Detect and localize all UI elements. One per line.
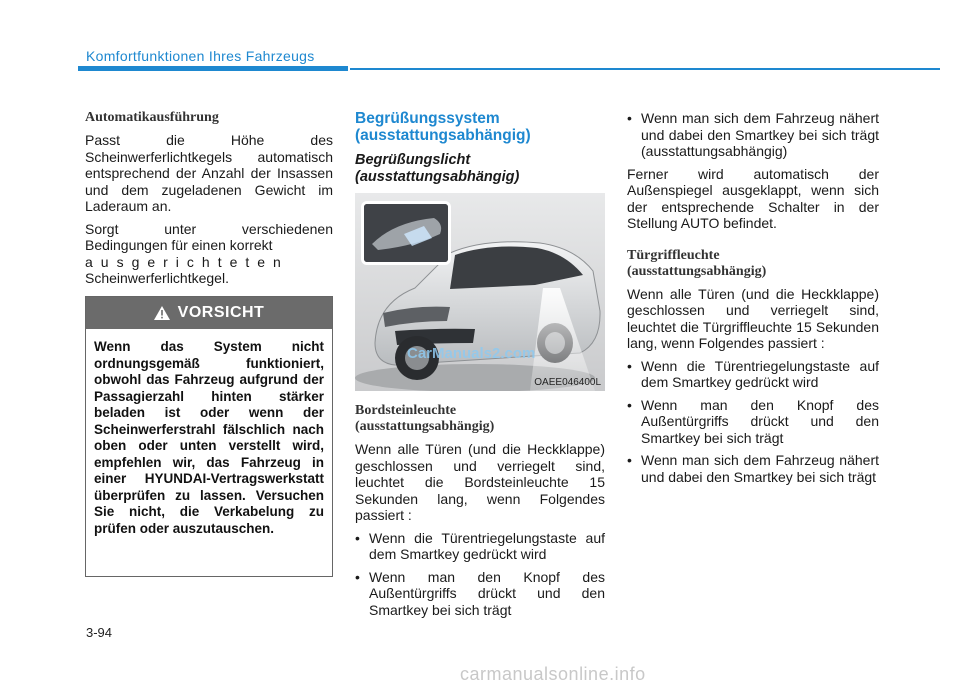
- caution-box: [85, 296, 333, 577]
- paragraph-sorgt-line2: ausgerichteten: [85, 253, 289, 270]
- list-item: • Wenn die Türentriegelungstaste auf dem Smartkey gedrückt wird: [355, 529, 605, 562]
- column-left: [85, 110, 333, 287]
- list-item: • Wenn man den Knopf des Außentürgriffs drückt und den Smartkey bei sich trägt: [355, 568, 605, 618]
- warning-triangle-icon: [154, 306, 170, 320]
- image-code: OAEE046400L: [534, 377, 601, 388]
- list-item: • Wenn man den Knopf des Außentürgriffs drückt und den Smartkey bei sich trägt: [627, 396, 879, 446]
- heading-begruessungssystem-line1: Begrüßungssystem: [355, 110, 500, 127]
- bordstein-bullet-list: [355, 530, 605, 619]
- paragraph-sorgt: [85, 221, 333, 287]
- heading-bordsteinleuchte-line1: Bordsteinleuchte: [355, 403, 457, 418]
- heading-bordsteinleuchte: [355, 403, 605, 435]
- list-item: • Wenn man sich dem Fahrzeug nähert und dabei den Smartkey bei sich trägt (ausstattungsabhängig): [627, 110, 879, 159]
- subheading-begruessungslicht-line2: (ausstattungsabhängig): [355, 169, 520, 185]
- subheading-begruessungslicht: [355, 152, 605, 186]
- header-rule-thin: [350, 68, 940, 70]
- subheading-begruessungslicht-line1: Begrüßungslicht: [355, 152, 471, 168]
- heading-tuergriffleuchte-line1: Türgriffleuchte: [627, 247, 720, 263]
- column-right: [627, 110, 879, 485]
- car-welcome-light-image: [355, 193, 605, 391]
- paragraph-bordsteinleuchte: Wenn alle Türen (und die Heckklappe) geschlossen und verriegelt sind, leuchtet die Bordsteinleuchte 15 Sekunden lang, wenn Folgendes passiert :: [355, 441, 605, 523]
- column-middle-lower: [355, 403, 605, 618]
- column-middle: [355, 110, 605, 186]
- tuergriff-bullet-list: [627, 358, 879, 486]
- paragraph-automatik: Passt die Höhe des Scheinwerferlichtkegels automatisch entsprechend der Anzahl der Insassen und dem zugeladenen Gewicht im Laderaum an.: [85, 132, 333, 214]
- heading-automatikausfuehrung: Automatikausführung: [85, 110, 219, 125]
- section-header-title: Komfortfunktionen Ihres Fahrzeugs: [86, 48, 315, 64]
- list-item: • Wenn man sich dem Fahrzeug nähert und dabei den Smartkey bei sich trägt: [627, 452, 879, 485]
- site-watermark: carmanualsonline.info: [460, 664, 646, 684]
- image-watermark: CarManuals2.com: [407, 345, 536, 362]
- caution-header: [86, 297, 332, 329]
- caution-text: Wenn das System nicht ordnungsgemäß funktioniert, obwohl das Fahrzeug aufgrund der Passagierzahl hinten stärker beladen ist oder wenn der Scheinwerferstrahl fälschlich nach oben oder unten verstellt wird, empfehlen wir, das Fahrzeug in einer HYUNDAI-Vertragswerkstatt überprüfen zu lassen. Versuchen Sie nicht, die Verkabelung zu prüfen oder auszutauschen.: [94, 339, 324, 536]
- heading-tuergriffleuchte-line2: (ausstattungsabhängig): [627, 263, 767, 279]
- paragraph-sorgt-line1: Sorgt unter verschiedenen Bedingungen für einen korrekt: [85, 220, 333, 253]
- list-item: • Wenn die Türentriegelungstaste auf dem Smartkey gedrückt wird: [627, 357, 879, 390]
- page-number: 3-94: [86, 625, 113, 640]
- paragraph-tuergriffleuchte: Wenn alle Türen (und die Heckklappe) geschlossen und verriegelt sind, leuchtet die Türgriffleuchte 15 Sekunden lang, wenn Folgendes passiert :: [627, 285, 879, 351]
- caution-label: VORSICHT: [177, 304, 265, 321]
- paragraph-aussenspiegel: Ferner wird automatisch der Außenspiegel ausgeklappt, wenn sich der entsprechende Schalter in der Stellung AUTO befindet.: [627, 165, 879, 231]
- header-rule-thick: [78, 66, 348, 71]
- heading-tuergriffleuchte: [627, 248, 879, 280]
- heading-begruessungssystem: [355, 110, 605, 144]
- mirror-light-inset: [361, 201, 451, 265]
- heading-bordsteinleuchte-line2: (ausstattungsabhängig): [355, 419, 495, 434]
- paragraph-sorgt-line3: Scheinwerferlichtkegel.: [85, 270, 229, 286]
- heading-begruessungssystem-line2: (ausstattungsabhängig): [355, 127, 531, 144]
- approach-bullet: [627, 110, 879, 160]
